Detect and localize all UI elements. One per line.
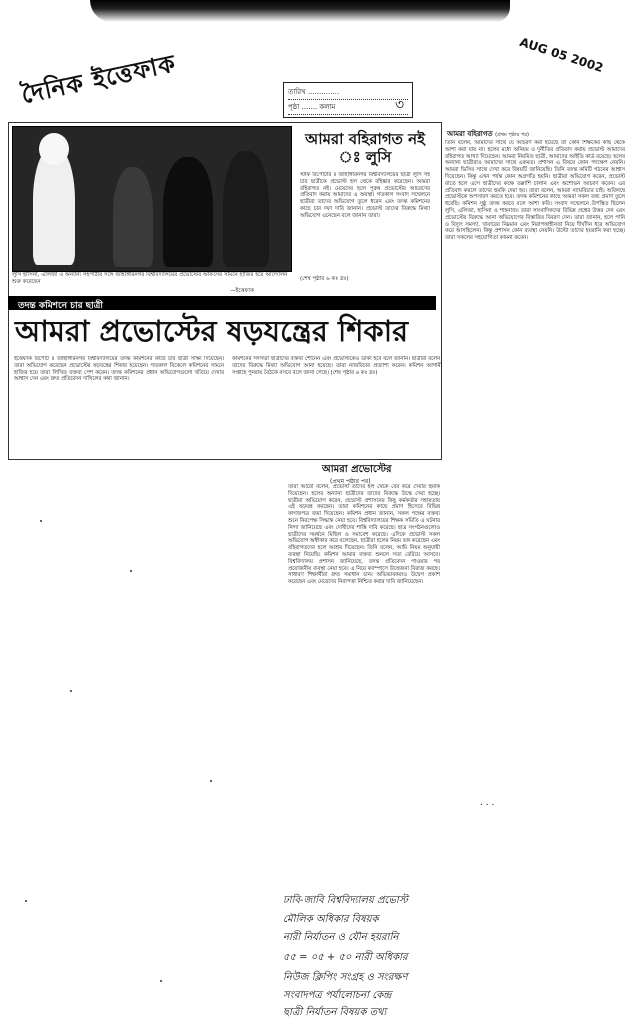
info-page-row: পৃষ্ঠা ....... কলাম bbox=[288, 100, 408, 115]
date-stamp: AUG 05 2002 bbox=[517, 34, 606, 76]
page-label: পৃষ্ঠা bbox=[288, 103, 300, 111]
clipping-info-box bbox=[283, 82, 413, 118]
photo-person-1-head bbox=[39, 133, 69, 165]
banner-strip-text: তদন্ত কমিশনে চার ছাত্রী bbox=[18, 301, 103, 311]
article1-cont-sub: (প্রথম পৃষ্ঠার পর) bbox=[495, 132, 529, 138]
date-label: তারিখ bbox=[288, 88, 306, 96]
handwritten-note-1: ঢাবি-জাবি বিশ্ববিদ্যালয় প্রভোস্ট bbox=[283, 895, 408, 906]
handwritten-note-7: ছাত্রী নির্যাতন বিষয়ক তথ্য bbox=[283, 1007, 387, 1018]
handwritten-note-2: মৌলিক অধিকার বিষয়ক bbox=[283, 914, 379, 925]
article1-cont-body bbox=[445, 140, 625, 790]
article1-headline: আমরা বহিরাগত নই ঃ লুসি bbox=[305, 130, 425, 166]
handwritten-note-5: নিউজ ক্লিপিং সংগ্রহ ও সংরক্ষণ bbox=[283, 972, 408, 983]
article2-cont-sub: (প্রথম পৃষ্ঠার পর) bbox=[330, 478, 371, 485]
news-photo bbox=[12, 126, 292, 272]
article2-col1: ইত্তেফাক রিপোর্ট ॥ জাহাঙ্গীরনগর বিশ্ববিদ্যালয়ের তদন্ত কমিশনের কাছে চার ছাত্রী সাক্ষ্য দিয়েছেন। তারা অভিযোগ করেছেন প্রভোস্টের ষড়যন্ত্রের শিকার হয়েছেন। গতকাল বিকেলে কমিশনের সামনে হাজির হয়ে তারা লিখিত বক্তব্য পেশ করেন। তদন্ত কমিশনের প্রধান অভিযোগগুলো খতিয়ে দেখার আশ্বাস দেন এবং দ্রুত প্রতিবেদন দাখিলের কথা জানান। bbox=[14, 356, 224, 383]
article2-cont-heading: আমরা প্রভোস্টের bbox=[322, 464, 392, 475]
article1-cont-title: আমরা বহিরাগত bbox=[447, 130, 493, 138]
handwritten-note-4: ৫৫ = ০৫ + ৫০ নারী অধিকার bbox=[283, 952, 408, 963]
photo-person-2 bbox=[113, 167, 153, 267]
scan-specks bbox=[10, 480, 260, 1020]
newspaper-masthead: দৈনিক ইত্তেফাক bbox=[18, 49, 179, 110]
page-number-handwritten: ৩ bbox=[395, 97, 405, 113]
article2-col2-text: কমিশনের সদস্যরা ছাত্রীদের বক্তব্য শোনেন এবং প্রভোস্টকেও ডাকা হবে বলে জানান। ছাত্রীরা বলেন, তাদের বিরুদ্ধে মিথ্যা অভিযোগ আনা হয়েছে। তারা ন্যায়বিচার প্রত্যাশা করেন। কমিশন আগামী সপ্তাহে পুনরায় বৈঠকে বসবে বলে জানা গেছে। bbox=[232, 356, 442, 376]
main-headline: আমরা প্রভোস্টের ষড়যন্ত্রের শিকার bbox=[15, 314, 409, 348]
article1-cont-heading bbox=[447, 128, 529, 140]
article2-col2 bbox=[232, 356, 442, 452]
article1-continued: (শেষ পৃষ্ঠার ৬ কঃ দ্রঃ) bbox=[300, 276, 349, 282]
photo-caption: লুসি হাসিনা, এলিজা ও অন্যান্য সহপাঠীর সঙ্গে জাহাঙ্গীরনগর বিশ্ববিদ্যালয়ের প্রভোস্টের অফিসের সামনে হাজির হয়ে আন্দোলন শুরু করেছেন bbox=[12, 272, 288, 285]
page-edge-shadow bbox=[90, 0, 510, 22]
info-date-row: তারিখ .............. bbox=[288, 85, 408, 100]
end-dots: . . . bbox=[480, 798, 495, 808]
article1-cont-text: তিনি বলেন, আমাদের সাথে যে আচরণ করা হয়েছে তা কোন শিক্ষকের কাছ থেকে আশা করা যায় না। হলের মধ্যে অনিয়ম ও দুর্নীতির প্রতিবাদ করায় প্রভোস্ট আমাদের বহিরাগত আখ্যা দিয়েছেন। আমরা নিয়মিত ছাত্রী, আমাদের আইডি কার্ড রয়েছে। হলের অন্যান্য ছাত্রীরাও আমাদের সাথে একমত। প্রশাসন এ বিষয়ে কোন পদক্ষেপ নেয়নি। আমরা ভিসির সাথে দেখা করে বিষয়টি জানিয়েছি। তিনি তদন্ত কমিটি গঠনের আশ্বাস দিয়েছেন। কিন্তু এখন পর্যন্ত কোন অগ্রগতি হয়নি। ছাত্রীরা অভিযোগ করেন, প্রভোস্ট রাতে হলে এসে ছাত্রীদের কক্ষে তল্লাশি চালান এবং অশোভন আচরণ করেন। এর প্রতিবাদ করলে তাদের হুমকি দেয়া হয়। তারা বলেন, আমরা ন্যায়বিচার চাই। অবিলম্বে প্রভোস্টকে অপসারণ করতে হবে। তদন্ত কমিশনের কাছে আমরা সকল তথ্য প্রমাণ তুলে ধরেছি। কমিশন সুষ্ঠু তদন্ত করবে বলে আশা করি। সংবাদ সম্মেলনে উপস্থিত ছিলেন লুসি, এলিজা, হাসিনা ও শাহনাজ। তারা সাংবাদিকদের বিভিন্ন প্রশ্নের উত্তর দেন এবং প্রভোস্টের বিরুদ্ধে আনা অভিযোগের বিস্তারিত বিবরণ দেন। তারা জানান, হলে পানি ও বিদ্যুৎ সমস্যা, খাবারের নিম্নমান এবং নিরাপত্তাহীনতা নিয়ে দীর্ঘদিন ধরে অভিযোগ করে আসছিলেন। কিন্তু প্রশাসন কোন ব্যবস্থা নেয়নি। উল্টো তাদের হয়রানি করা হচ্ছে। তারা সকলের সহযোগিতা কামনা করেন। bbox=[445, 140, 625, 242]
photo-credit: —ইত্তেফাক bbox=[230, 288, 254, 294]
article2-continued: (শেষ পৃষ্ঠার ৬ কঃ দ্রঃ) bbox=[330, 369, 378, 376]
photo-person-3 bbox=[163, 157, 213, 267]
handwritten-note-3: নারী নির্যাতন ও যৌন হয়রানি bbox=[283, 932, 399, 943]
handwritten-note-6: সংবাদপত্র পর্যালোচনা কেন্দ্র bbox=[283, 990, 392, 1001]
article1-body: স্টাফ রিপোর্টার ॥ জাহাঙ্গীরনগর বিশ্ববিদ্যালয়ের ছাত্রী লুসি সহ চার ছাত্রীকে প্রভোস্ট হল থেকে বহিষ্কার করেছেন। আমরা বহিরাগত নই। মেয়েদের হলে পুরুষ প্রভোস্টের আচরণের প্রতিবাদ করায় আমাদের এ অবস্থা। গতকাল সংবাদ সম্মেলনে ছাত্রীরা তাদের অভিযোগ তুলে ধরেন এবং তদন্ত কমিশনের কাছে চার দফা দাবি জানান। প্রভোস্ট তাদের বিরুদ্ধে মিথ্যা অভিযোগ এনেছেন বলে জানান তারা। bbox=[300, 172, 430, 219]
photo-person-4 bbox=[223, 151, 269, 267]
article2-cont-body: তারা আরো বলেন, প্রভোস্ট তাদের হল থেকে বের করে দেয়ার হুমকি দিয়েছেন। হলের অন্যান্য ছাত্রীদের তাদের বিরুদ্ধে উস্কে দেয়া হচ্ছে। ছাত্রীরা অভিযোগ করেন, প্রভোস্ট প্রশাসনের কিছু কর্মকর্তার সহায়তায় এই ষড়যন্ত্র করছেন। তারা কমিশনের কাছে প্রমাণ হিসেবে বিভিন্ন কাগজপত্র জমা দিয়েছেন। কমিশন প্রধান জানান, সকল পক্ষের বক্তব্য শুনে নিরপেক্ষ সিদ্ধান্ত নেয়া হবে। বিশ্ববিদ্যালয়ের শিক্ষক সমিতি এ ঘটনার নিন্দা জানিয়েছে এবং দোষীদের শাস্তি দাবি করেছে। ছাত্র সংগঠনগুলোও ছাত্রীদের সমর্থনে মিছিল ও সমাবেশ করেছে। এদিকে প্রভোস্ট সকল অভিযোগ অস্বীকার করে বলেছেন, ছাত্রীরা হলের নিয়ম ভঙ্গ করেছেন এবং বহিরাগতদের হলে আশ্রয় দিয়েছেন। তিনি বলেন, আমি নিয়ম অনুযায়ী ব্যবস্থা নিয়েছি। কমিশন আমার বক্তব্য শুনলে সত্য বেরিয়ে আসবে। বিশ্ববিদ্যালয় প্রশাসন জানিয়েছে, তদন্ত প্রতিবেদন পাওয়ার পর প্রয়োজনীয় ব্যবস্থা নেয়া হবে। এ নিয়ে ক্যাম্পাসে উত্তেজনা বিরাজ করছে। সাধারণ শিক্ষার্থীরা দ্রুত সমাধান চান। অভিভাবকরাও উদ্বেগ প্রকাশ করেছেন এবং মেয়েদের নিরাপত্তা নিশ্চিত করার দাবি জানিয়েছেন। bbox=[288, 484, 440, 586]
column-label: কলাম bbox=[319, 103, 336, 111]
